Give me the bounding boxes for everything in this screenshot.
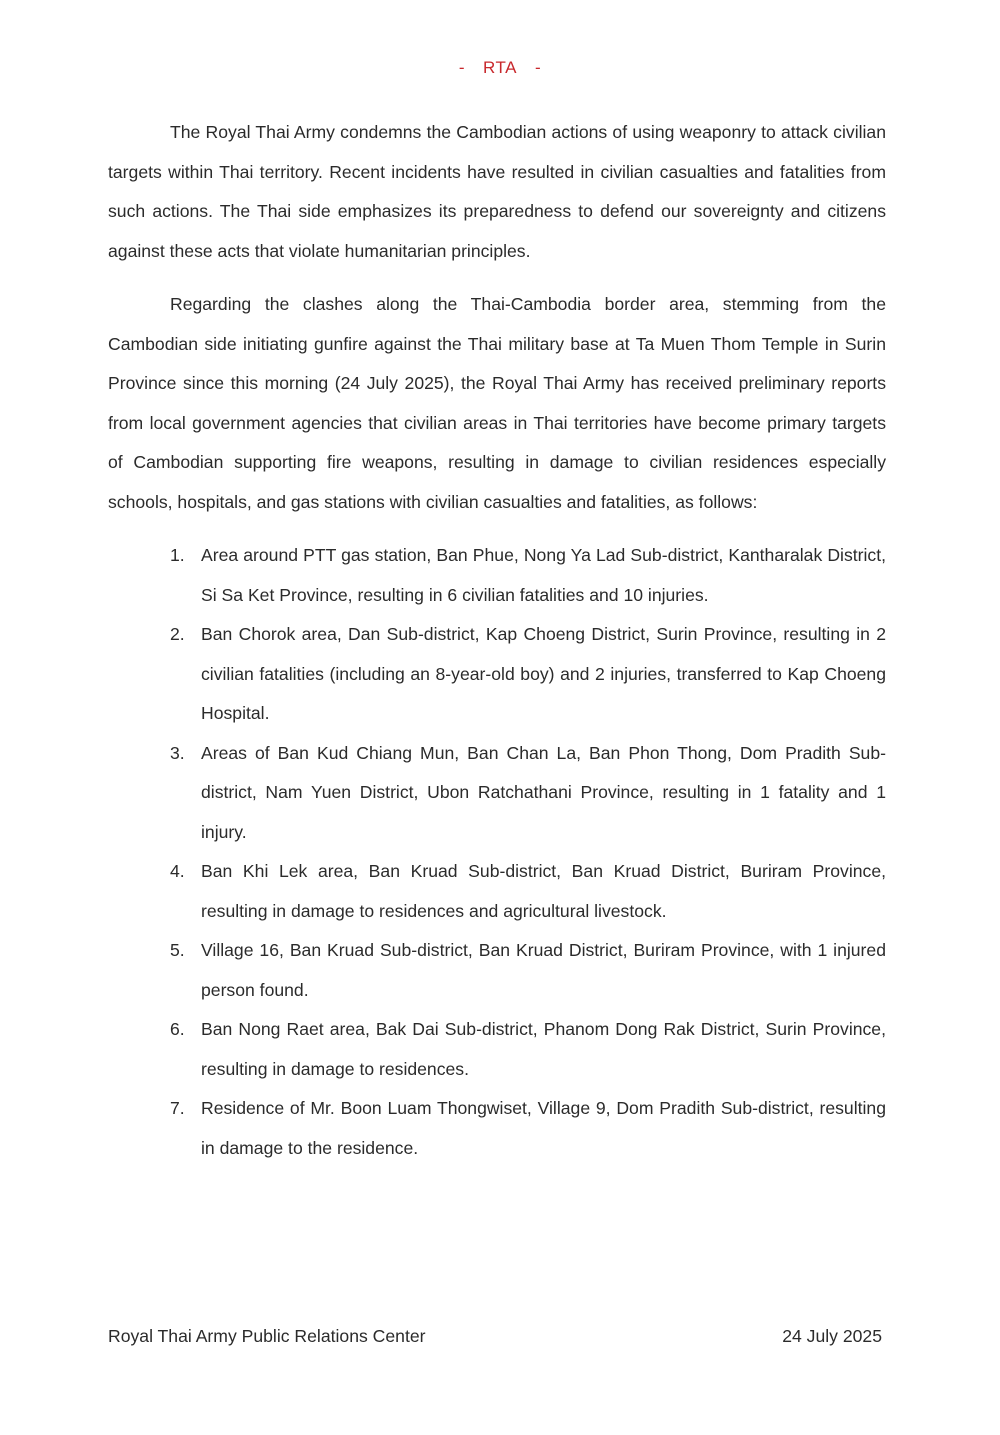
list-item [108,734,886,853]
list-item-number: 5. [170,940,185,960]
list-item-text: Areas of Ban Kud Chiang Mun, Ban Chan La, Ban Phon Thong, Dom Pradith Sub-district, Nam Yuen District, Ubon Ratchathani Province, resulting in 1 fatality and 1 injury. [201,742,886,842]
page-footer [108,1326,882,1347]
list-item-number: 3. [170,742,185,763]
paragraph-condemnation: The Royal Thai Army condemns the Cambodian actions of using weaponry to attack civilian targets within Thai territory. Recent incidents have resulted in civilian casualties and fatalities from such actions. The Thai side emphasizes its preparedness to defend our sovereignty and citizens against these acts that violate humanitarian principles. [108,122,886,261]
footer-date: 24 July 2025 [782,1326,882,1346]
list-item-number: 4. [170,861,185,881]
list-item-text: Village 16, Ban Kruad Sub-district, Ban Kruad District, Buriram Province, with 1 injured person found. [201,940,886,1000]
list-item [108,1010,886,1089]
list-item [108,615,886,734]
list-item-text: Ban Khi Lek area, Ban Kruad Sub-district, Ban Kruad District, Buriram Province, resulting in damage to residences and agricultural livestock. [201,861,886,921]
footer-organization: Royal Thai Army Public Relations Center [108,1326,426,1346]
list-item-number: 2. [170,624,185,644]
list-item-text: Ban Chorok area, Dan Sub-district, Kap Choeng District, Surin Province, resulting in 2 civilian fatalities (including an 8-year-old boy) and 2 injuries, transferred to Kap Choeng Hospital. [201,624,886,723]
list-item-number: 7. [170,1098,185,1118]
list-item [108,852,886,931]
list-item-text: Area around PTT gas station, Ban Phue, Nong Ya Lad Sub-district, Kantharalak District, Si Sa Ket Province, resulting in 6 civilian fatalities and 10 injuries. [201,545,886,605]
paragraph-clashes: Regarding the clashes along the Thai-Cambodia border area, stemming from the Cambodian side initiating gunfire against the Thai military base at Ta Muen Thom Temple in Surin Province since this morning (24 July 2025), the Royal Thai Army has received preliminary reports from local government agencies that civilian areas in Thai territories have become primary targets of Cambodian supporting fire weapons, resulting in damage to civilian residences especially schools, hospitals, and gas stations with civilian casualties and fatalities, as follows: [108,294,886,512]
list-item-number: 1. [170,545,185,565]
list-item-text: Ban Nong Raet area, Bak Dai Sub-district, Phanom Dong Rak District, Surin Province, resulting in damage to residences. [201,1019,886,1079]
header-dash-left: - [458,58,466,77]
incident-list [108,536,886,1168]
page-header [0,58,1000,78]
list-item [108,536,886,615]
header-dash-right: - [534,58,542,77]
header-title: RTA [483,58,517,77]
list-item-text: Residence of Mr. Boon Luam Thongwiset, Village 9, Dom Pradith Sub-district, resulting in damage to the residence. [201,1098,886,1158]
list-item [108,931,886,1010]
list-item [108,1089,886,1168]
list-item-number: 6. [170,1019,185,1039]
document-body [108,113,886,1168]
